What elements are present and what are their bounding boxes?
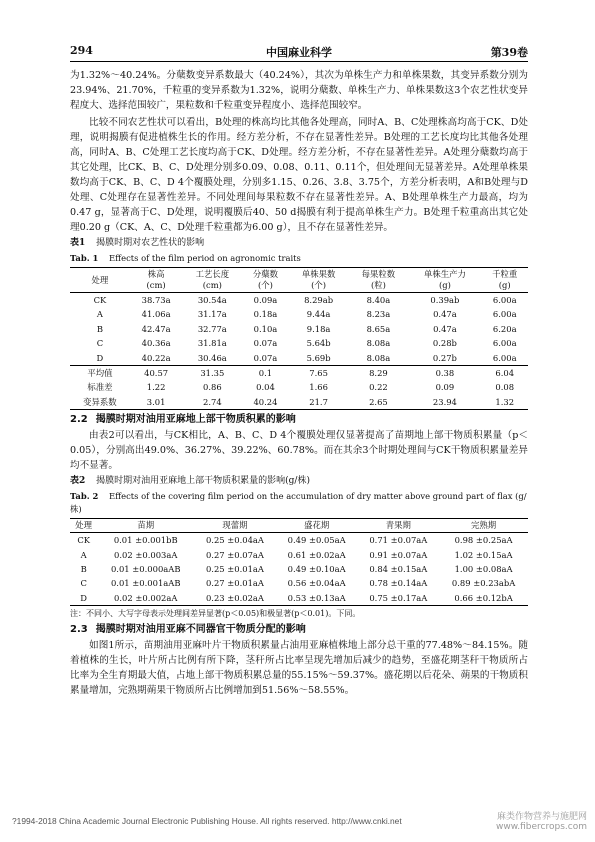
table-cell: B [96,323,103,334]
table-row [70,533,528,548]
table-cell: D [96,352,104,363]
table-cell: 6.04 [495,368,515,379]
running-header [70,44,528,62]
table-cell: 0.25 ±0.04aA [205,535,264,546]
table1-col-header: 单株生产力 (g) [423,269,466,290]
table-cell: 0.01 ±0.001bB [113,535,178,546]
table-cell: 0.23 ±0.02aA [205,592,264,603]
table-cell: D [80,592,88,603]
table-row [70,562,528,576]
section-title: 揭膜时期对油用亚麻不同器官干物质分配的影响 [95,624,306,636]
table-cell: 0.02 ±0.003aA [114,549,178,560]
table-cell: 23.94 [432,396,457,407]
table-cell: 8.08a [366,352,391,363]
table-cell: 0.1 [258,368,273,379]
paragraph-traits-comparison: 比较不同农艺性状可以看出，B处理的株高均比其他各处理高，同时A、B、C处理株高均高于CK、D处理，说明揭膜有促进植株生长的作用。经方差分析，不存在显著性差异。B处理的工艺长度均比其他各处理高，同时A、B、C处理工艺长度均高于CK、D处理。经方差分析，不存在显著性差异。A处理分蘖数均高于其它处理，比CK、B、C、D处理分别多0.09、0.08、0.11、0.11个，但处理间无显著差异。A处理单株果数均高于CK、B、C、D 4个覆膜处理，分别多1.15、0.26、3.8、3.75个，方差分析表明，A和B处理与D处理、C处理存在显著性差异。不同处理间每果粒数不存在显著性差异。A、B处理单株生产力最高，均为0.47 g，显著高于C、D处理，说明覆膜后40、50 d揭膜有利于提高单株生产力。B处理千粒重高出其它处理0.20 g（CK、A、C、D处理千粒重都为6.00 g），且不存在显著性差异。 [70,117,528,233]
table-cell: C [80,578,87,589]
section-number: 2.2 [70,414,88,426]
table-cell: 5.64b [306,338,331,349]
table-cell: 1.00 ±0.08aA [454,564,513,575]
table-cell: 8.65a [366,323,391,334]
table-cell: 平均值 [87,368,113,379]
table-cell: 8.40a [366,295,391,305]
table-cell: 1.32 [495,396,515,407]
table-cell: 0.39ab [430,295,460,305]
table2-number-en: Tab. 2 [70,491,99,502]
table-cell: 0.75 ±0.17aA [369,592,428,603]
table-cell: 9.18a [306,323,331,334]
table-row [70,548,528,562]
table-cell: 7.65 [309,368,328,379]
table-cell: C [96,338,104,349]
watermark [496,812,587,832]
table-cell: 0.78 ±0.14aA [369,578,428,589]
table1-title: 揭膜时期对农艺性状的影响 [96,238,205,248]
table-stat-row [70,395,528,410]
table-cell: 31.35 [200,368,225,379]
table-cell: A [96,309,103,320]
table-cell: 0.61 ±0.02aA [287,549,346,560]
table-cell: 0.09a [253,295,278,305]
table-cell: 31.81a [197,338,227,349]
table-cell: 0.27b [432,352,457,363]
table-cell: 0.27 ±0.07aA [205,549,264,560]
table-cell: 30.46a [197,352,227,363]
copyright-line: ?1994-2018 China Academic Journal Electronic Publishing House. All rights reserved. http://www.cnki.net [12,816,402,826]
table-cell: 21.7 [309,396,328,407]
table-cell: 0.28b [432,338,457,349]
paragraph-organ-distribution: 如图1所示，苗期油用亚麻叶片干物质积累量占油用亚麻植株地上部分总干重的77.48%～84.15%。随着植株的生长，叶片所占比例有所下降，茎秆所占比率呈现先增加后减少的趋势，至盛花期茎秆干物质所占比率为全生育期最大值，占地上部干物质积累总量的55.15%～59.37%。盛花期以后花朵、蒴果的干物质积累量增加，完熟期蒴果干物质所占比例增加到51.56%～58.55%。 [70,640,528,697]
table2-col-header: 青果期 [385,520,411,531]
table-cell: 0.07a [253,338,278,349]
table1-col-header: 处理 [91,274,109,285]
table-cell: 3.01 [146,396,166,407]
table-cell: 40.24 [253,396,278,407]
table-cell: 0.47a [433,323,457,334]
table-cell: 0.01 ±0.001aAB [110,578,181,589]
table-cell: 6.00a [492,309,517,320]
section-heading-2-2 [70,413,528,427]
article-body [70,68,528,700]
table2-col-header: 处理 [75,520,93,531]
table-cell: 0.01 ±0.000aAB [110,564,181,575]
table-cell: 标准差 [87,382,113,393]
table1-col-header: 分蘖数 (个) [252,269,279,290]
table-row [70,307,528,321]
table-cell: 8.29 [369,368,388,379]
table1-col-header: 株高 (cm) [146,269,166,290]
table-cell: 0.89 ±0.23abA [451,578,516,589]
table-cell: 0.38 [435,368,455,379]
page-number: 294 [70,44,93,57]
table2-caption-en [70,490,528,516]
section-number: 2.3 [70,624,88,636]
section-heading-2-3 [70,623,528,637]
table-cell: 0.04 [256,382,275,393]
table-cell: 0.10a [253,323,278,334]
table2-col-header: 完熟期 [471,520,497,531]
table-cell: 6.00a [492,352,517,363]
table-cell: 2.65 [369,396,388,407]
table-cell: 0.47a [433,309,457,320]
watermark-url: www.fibercrops.com [496,822,587,832]
table2-col-header: 苗期 [137,520,155,531]
paragraph-dry-matter: 由表2可以看出，与CK相比，A、B、C、D 4个覆膜处理仅显著提高了苗期地上部干物质积累量（p＜0.05），分别高出49.0%、36.27%、39.22%、60.78%。而在其余3个时期处理间与CK干物质积累量差异均不显著。 [70,430,528,472]
table-cell: 1.22 [146,382,166,393]
table2-note: 注：不同小、大写字母表示处理间差异显著(p＜0.05)和极显著(p＜0.01)。下同。 [70,609,361,619]
table-cell: 9.44a [306,309,331,320]
table1-caption [70,237,528,250]
table-row [70,336,528,350]
table-cell: 31.17a [197,309,227,320]
table2-title-en: Effects of the covering film period on the accumulation of dry matter above ground part of flax (g/株) [70,491,527,515]
table-cell: 0.86 [203,382,222,393]
journal-title: 中国麻业科学 [266,46,332,59]
table-row [70,351,528,366]
table-cell: 8.08a [366,338,391,349]
table-cell: 6.00a [492,338,517,349]
table-cell: 40.57 [144,368,169,379]
table-cell: 2.74 [203,396,222,407]
table1-col-header: 每果粒数 (粒) [361,269,396,290]
table1-header-row [70,268,528,293]
table-cell: 0.84 ±0.15aA [369,564,428,575]
table2-number: 表2 [70,476,86,487]
table2-col-header: 现蕾期 [222,520,248,531]
table1-col-header: 工艺长度 (cm) [195,269,230,290]
table1-col-header: 单株果数 (个) [301,269,336,290]
table-cell: 0.53 ±0.13aA [287,592,346,603]
table-stat-row [70,380,528,394]
table2-header-row [70,519,528,533]
table-cell: A [80,549,87,560]
watermark-text: 麻类作物营养与施肥网 [496,812,587,822]
table-row [70,576,528,590]
table-cell: 8.23a [366,309,391,320]
table-cell: 0.49 ±0.10aA [287,564,346,575]
table-cell: 1.02 ±0.15aA [454,549,513,560]
table-row [70,591,528,606]
table-cell: 0.98 ±0.25aA [454,535,513,546]
table-cell: 0.02 ±0.002aA [114,592,178,603]
table-cell: 0.66 ±0.12bA [454,592,513,603]
table-row [70,322,528,336]
table-cell: 42.47a [141,323,171,334]
table1 [70,267,528,410]
table-cell: 0.49 ±0.05aA [287,535,346,546]
table1-number-en: Tab. 1 [70,253,99,263]
table2-title: 揭膜时期对油用亚麻地上部干物质积累量的影响(g/株) [96,476,310,487]
table2-col-header: 盛花期 [304,520,330,531]
table-cell: 0.09 [435,382,455,393]
table-cell: 0.08 [495,382,515,393]
table-cell: 38.73a [141,295,171,305]
table1-caption-en [70,252,528,265]
table2-caption [70,475,528,488]
table-cell: 0.18a [253,309,278,320]
header-rule [70,61,528,62]
table-cell: 41.06a [141,309,171,320]
table-cell: 6.20a [492,323,517,334]
page-footer [12,812,587,832]
table-cell: 0.25 ±0.01aA [205,564,264,575]
table-cell: 0.22 [369,382,388,393]
table-cell: 0.07a [253,352,278,363]
table-cell: 5.69b [306,352,331,363]
table-cell: 40.36a [141,338,171,349]
table1-col-header: 千粒重 (g) [492,269,518,290]
table-cell: 0.91 ±0.07aA [369,549,428,560]
table-cell: 1.66 [309,382,328,393]
table-cell: 0.27 ±0.01aA [205,578,264,589]
table2 [70,518,528,606]
table-cell: 30.54a [197,295,227,305]
table-cell: 0.56 ±0.04aA [287,578,346,589]
paragraph-variation: 为1.32%～40.24%。分蘖数变异系数最大（40.24%），其次为单株生产力和单株果数，其变异系数分别为23.94%、21.70%，千粒重的变异系数为1.32%，说明分蘖数、单株生产力、单株果数这3个农艺性状变异程度大、选择范围较广，果粒数和千粒重变异程度小、选择范围较窄。 [70,70,528,111]
table-cell: 32.77a [197,323,227,334]
table-cell: 变异系数 [83,396,117,407]
table-row [70,293,528,308]
volume-label: 第39卷 [490,46,528,59]
table1-title-en: Effects of the film period on agronomic traits [109,253,301,263]
table-cell: B [80,564,87,575]
table1-number: 表1 [70,238,86,248]
table-stat-row [70,366,528,381]
table-cell: CK [93,295,107,305]
table-cell: 8.29ab [304,295,334,305]
section-title: 揭膜时期对油用亚麻地上部干物质积累的影响 [95,414,296,426]
table-cell: 6.00a [492,295,517,305]
table-cell: 40.22a [141,352,171,363]
table-cell: 0.71 ±0.07aA [369,535,428,546]
table-cell: CK [77,535,90,546]
